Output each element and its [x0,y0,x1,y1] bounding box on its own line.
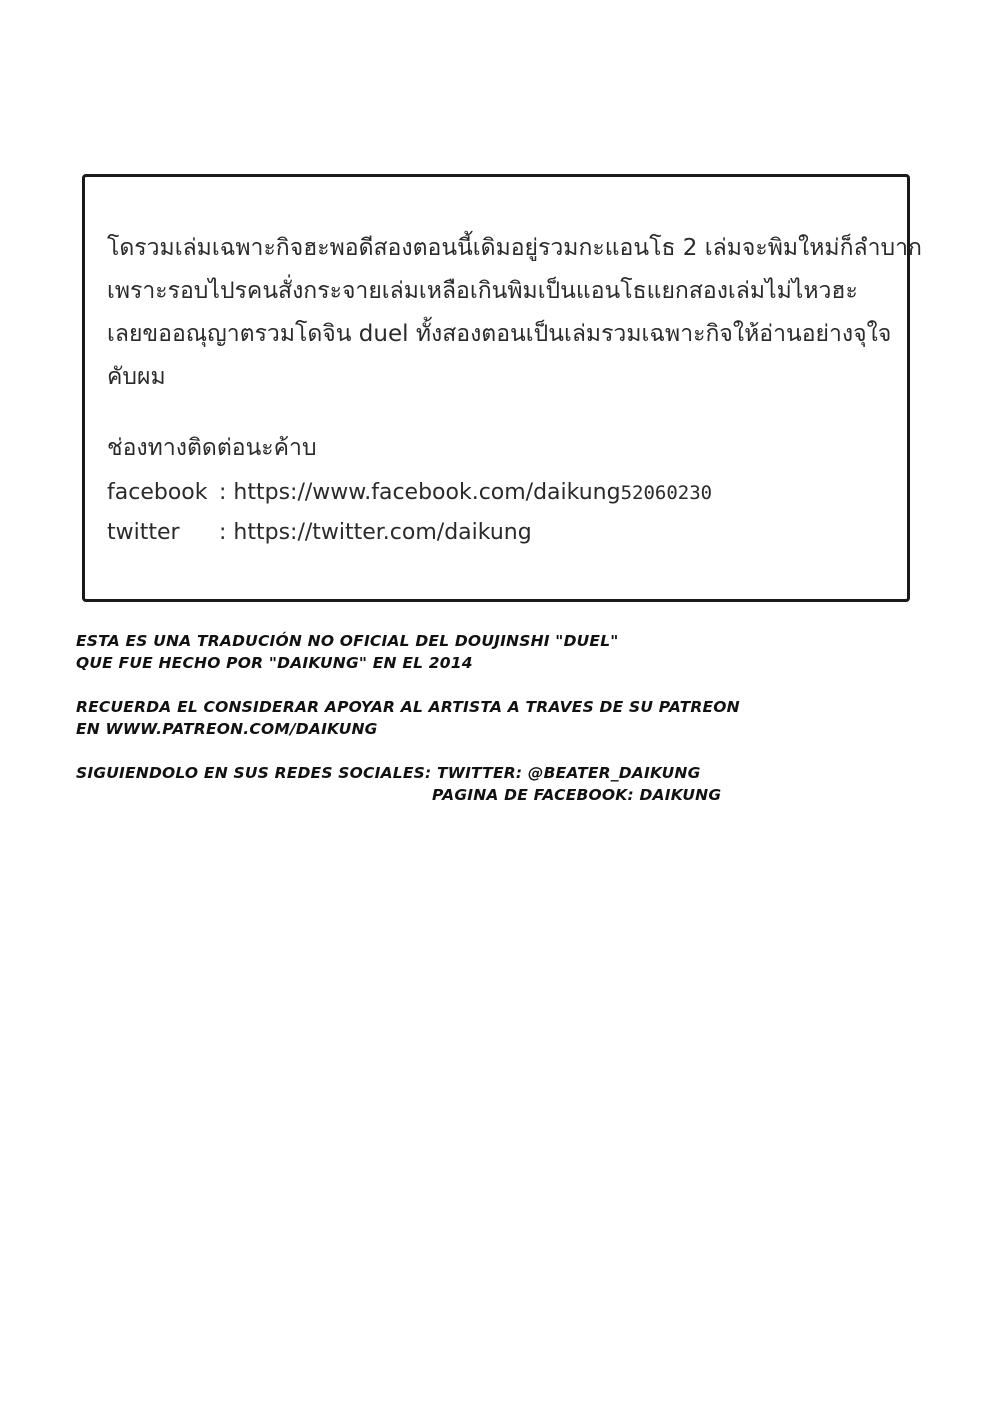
contact-heading: ช่องทางติดต่อนะค้าบ [107,435,317,461]
credits-line: RECUERDA EL CONSIDERAR APOYAR AL ARTISTA A TRAVES DE SU PATREON [76,698,740,716]
translation-credits [76,630,876,828]
notice-paragraph-line: คับผม [107,364,166,390]
notice-paragraph-line: โดรวมเล่มเฉพาะกิจฮะพอดีสองตอนนี้เดิมอยู่รวมกะแอนโธ 2 เล่มจะพิมใหม่ก็ลำบาก [107,235,922,261]
facebook-url: : https://www.facebook.com/daikung [219,480,621,505]
facebook-label: facebook [107,480,208,505]
facebook-contact-row [107,478,712,508]
credits-line: ESTA ES UNA TRADUCIÓN NO OFICIAL DEL DOUJINSHI "DUEL" [76,632,619,650]
notice-paragraph-line: เลยขออณุญาตรวมโดจิน duel ทั้งสองตอนเป็นเล่มรวมเฉพาะกิจให้อ่านอย่างจุใจ [107,321,892,347]
credits-block-translation [76,630,876,674]
credits-line: SIGUIENDOLO EN SUS REDES SOCIALES: TWITTER: @BEATER_DAIKUNG [76,764,701,782]
credits-block-social [76,762,876,806]
twitter-url: : https://twitter.com/daikung [219,520,532,545]
notice-box [82,174,922,602]
notice-paragraph-line: เพราะรอบไปรคนสั่งกระจายเล่มเหลือเกินพิมเป็นแอนโธแยกสองเล่มไม่ไหวฮะ [107,278,858,304]
credits-line: EN WWW.PATREON.COM/DAIKUNG [76,720,378,738]
credits-line: QUE FUE HECHO POR "DAIKUNG" EN EL 2014 [76,654,473,672]
notice-paragraph [107,227,922,399]
twitter-contact-row [107,518,532,548]
credits-line: PAGINA DE FACEBOOK: DAIKUNG [432,786,722,804]
credits-block-patreon [76,696,876,740]
twitter-label: twitter [107,520,180,545]
facebook-url-suffix: 52060230 [620,482,713,504]
